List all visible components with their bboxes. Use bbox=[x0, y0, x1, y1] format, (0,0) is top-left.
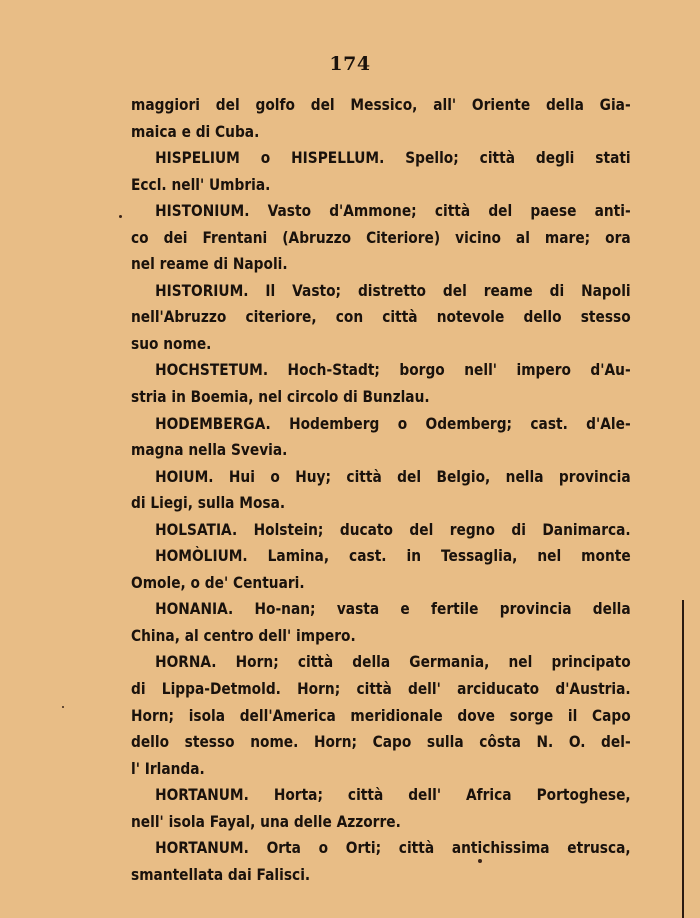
text-line: co dei Frentani (Abruzzo Citeriore) vicino al mare; ora bbox=[131, 227, 631, 247]
text-line: smantellata dai Falisci. bbox=[131, 864, 311, 884]
text-line: suo nome. bbox=[131, 333, 212, 353]
text-line: maica e di Cuba. bbox=[131, 121, 260, 141]
text-line: Omole, o de' Centuari. bbox=[131, 572, 305, 592]
ink-speck bbox=[119, 215, 122, 218]
text-line: magna nella Svevia. bbox=[131, 440, 288, 460]
text-line: HOLSATIA. Holstein; ducato del regno di Danimarca. bbox=[155, 519, 631, 539]
text-line: HORNA. Horn; città della Germania, nel principato bbox=[155, 652, 631, 672]
text-line: maggiori del golfo del Messico, all' Oriente della Gia- bbox=[131, 95, 631, 114]
text-line: HISPELIUM o HISPELLUM. Spello; città degli stati bbox=[155, 148, 631, 168]
text-line: di Lippa-Detmold. Horn; città dell' arciducato d'Austria. bbox=[131, 679, 631, 699]
text-line: nell' isola Fayal, una delle Azzorre. bbox=[131, 811, 401, 831]
text-line: HISTONIUM. Vasto d'Ammone; città del paese anti- bbox=[155, 201, 631, 221]
page-text-block bbox=[131, 92, 631, 888]
text-line: HODEMBERGA. Hodemberg o Odemberg; cast. d'Ale- bbox=[155, 413, 631, 433]
ink-speck bbox=[62, 706, 64, 708]
text-line: HONANIA. Ho-nan; vasta e fertile provincia della bbox=[155, 599, 631, 619]
text-line: China, al centro dell' impero. bbox=[131, 625, 356, 645]
text-line: Horn; isola dell'America meridionale dove sorge il Capo bbox=[131, 705, 631, 725]
text-line: Eccl. nell' Umbria. bbox=[131, 174, 271, 194]
text-line: HOCHSTETUM. Hoch-Stadt; borgo nell' impero d'Au- bbox=[155, 360, 631, 380]
text-line: HORTANUM. Orta o Orti; città antichissima etrusca, bbox=[155, 838, 631, 858]
ink-speck bbox=[478, 859, 482, 863]
text-line: dello stesso nome. Horn; Capo sulla côsta N. O. del- bbox=[131, 732, 631, 752]
text-line: l' Irlanda. bbox=[131, 758, 205, 778]
text-line: HOIUM. Hui o Huy; città del Belgio, nella provincia bbox=[155, 466, 631, 486]
text-line: di Liegi, sulla Mosa. bbox=[131, 493, 286, 513]
text-line: nell'Abruzzo citeriore, con città notevole dello stesso bbox=[131, 307, 631, 327]
text-line: HISTORIUM. Il Vasto; distretto del reame di Napoli bbox=[155, 280, 631, 300]
text-line: HORTANUM. Horta; città dell' Africa Portoghese, bbox=[155, 785, 631, 805]
page-number: 174 bbox=[329, 53, 371, 75]
text-line: nel reame di Napoli. bbox=[131, 254, 288, 274]
text-line: HOMÒLIUM. Lamina, cast. in Tessaglia, nel monte bbox=[155, 546, 631, 566]
text-line: stria in Boemia, nel circolo di Bunzlau. bbox=[131, 387, 430, 407]
page-edge-rule bbox=[682, 600, 684, 918]
